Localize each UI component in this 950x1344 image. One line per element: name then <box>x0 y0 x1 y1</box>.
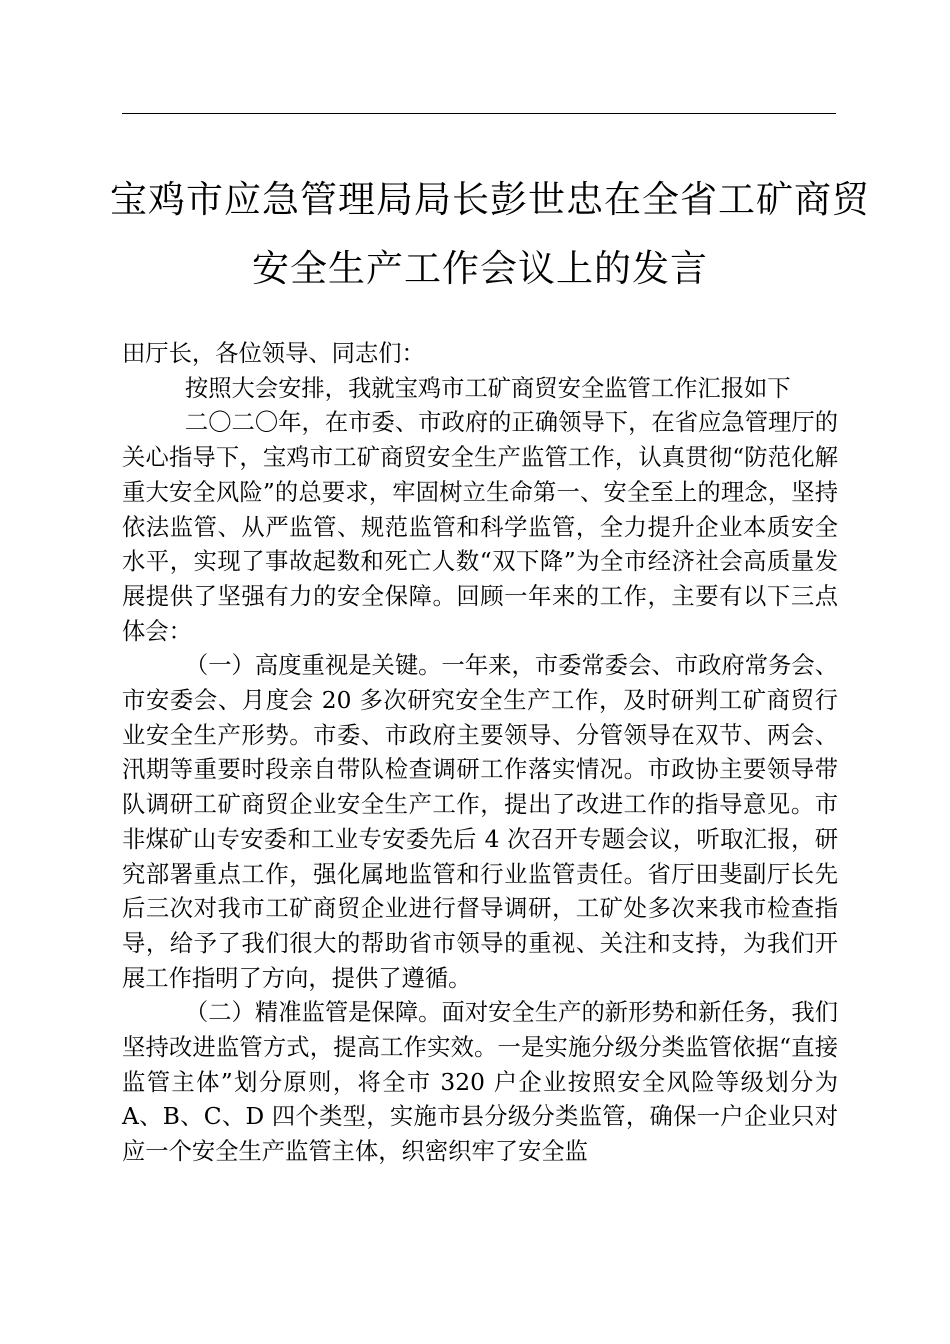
salutation: 田厅长，各位领导、同志们： <box>122 340 425 367</box>
paragraph-overview: 二〇二〇年，在市委、市政府的正确领导下，在省应急管理厅的关心指导下，宝鸡市工矿商贸安全生产监管工作，认真贯彻“防范化解重大安全风险”的总要求，牢固树立生命第一、安全至上的理念，坚持依法监管、从严监管、规范监管和科学监管，全力提升企业本质安全水平，实现了事故起数和死亡人数“双下降”为全市经济社会高质量发展提供了坚强有力的安全保障。回顾一年来的工作，主要有以下三点体会： <box>122 409 838 645</box>
paragraph-point-2: （二）精准监管是保障。面对安全生产的新形势和新任务，我们坚持改进监管方式，提高工作实效。一是实施分级分类监管依据“直接监管主体”划分原则，将全市 320 户企业按照安全风险等级划分为 A、B、C、D 四个类型，实施市县分级分类监管，确保一户企业只对应一个安全生产监管主体，织密织牢了安全监 <box>122 999 838 1166</box>
document-title-line-2: 安全生产工作会议上的发言 <box>252 247 708 290</box>
document-body <box>122 337 838 1170</box>
document-title-line-1: 宝鸡市应急管理局局长彭世忠在全省工矿商贸 <box>110 178 870 221</box>
paragraph-intro: 按照大会安排，我就宝鸡市工矿商贸安全监管工作汇报如下 <box>184 374 791 402</box>
header-rule <box>122 113 836 114</box>
paragraph-point-1: （一）高度重视是关键。一年来，市委常委会、市政府常务会、市安委会、月度会 20 多次研究安全生产工作，及时研判工矿商贸行业安全生产形势。市委、市政府主要领导、分管领导在双节、两会、汛期等重要时段亲自带队检查调研工作落实情况。市政协主要领导带队调研工矿商贸企业安全生产工作，提出了改进工作的指导意见。市非煤矿山专安委和工业专安委先后 4 次召开专题会议，听取汇报，研究部署重点工作，强化属地监管和行业监管责任。省厅田斐副厅长先后三次对我市工矿商贸企业进行督导调研，工矿处多次来我市检查指导，给予了我们很大的帮助省市领导的重视、关注和支持，为我们开展工作指明了方向，提供了遵循。 <box>122 652 838 992</box>
